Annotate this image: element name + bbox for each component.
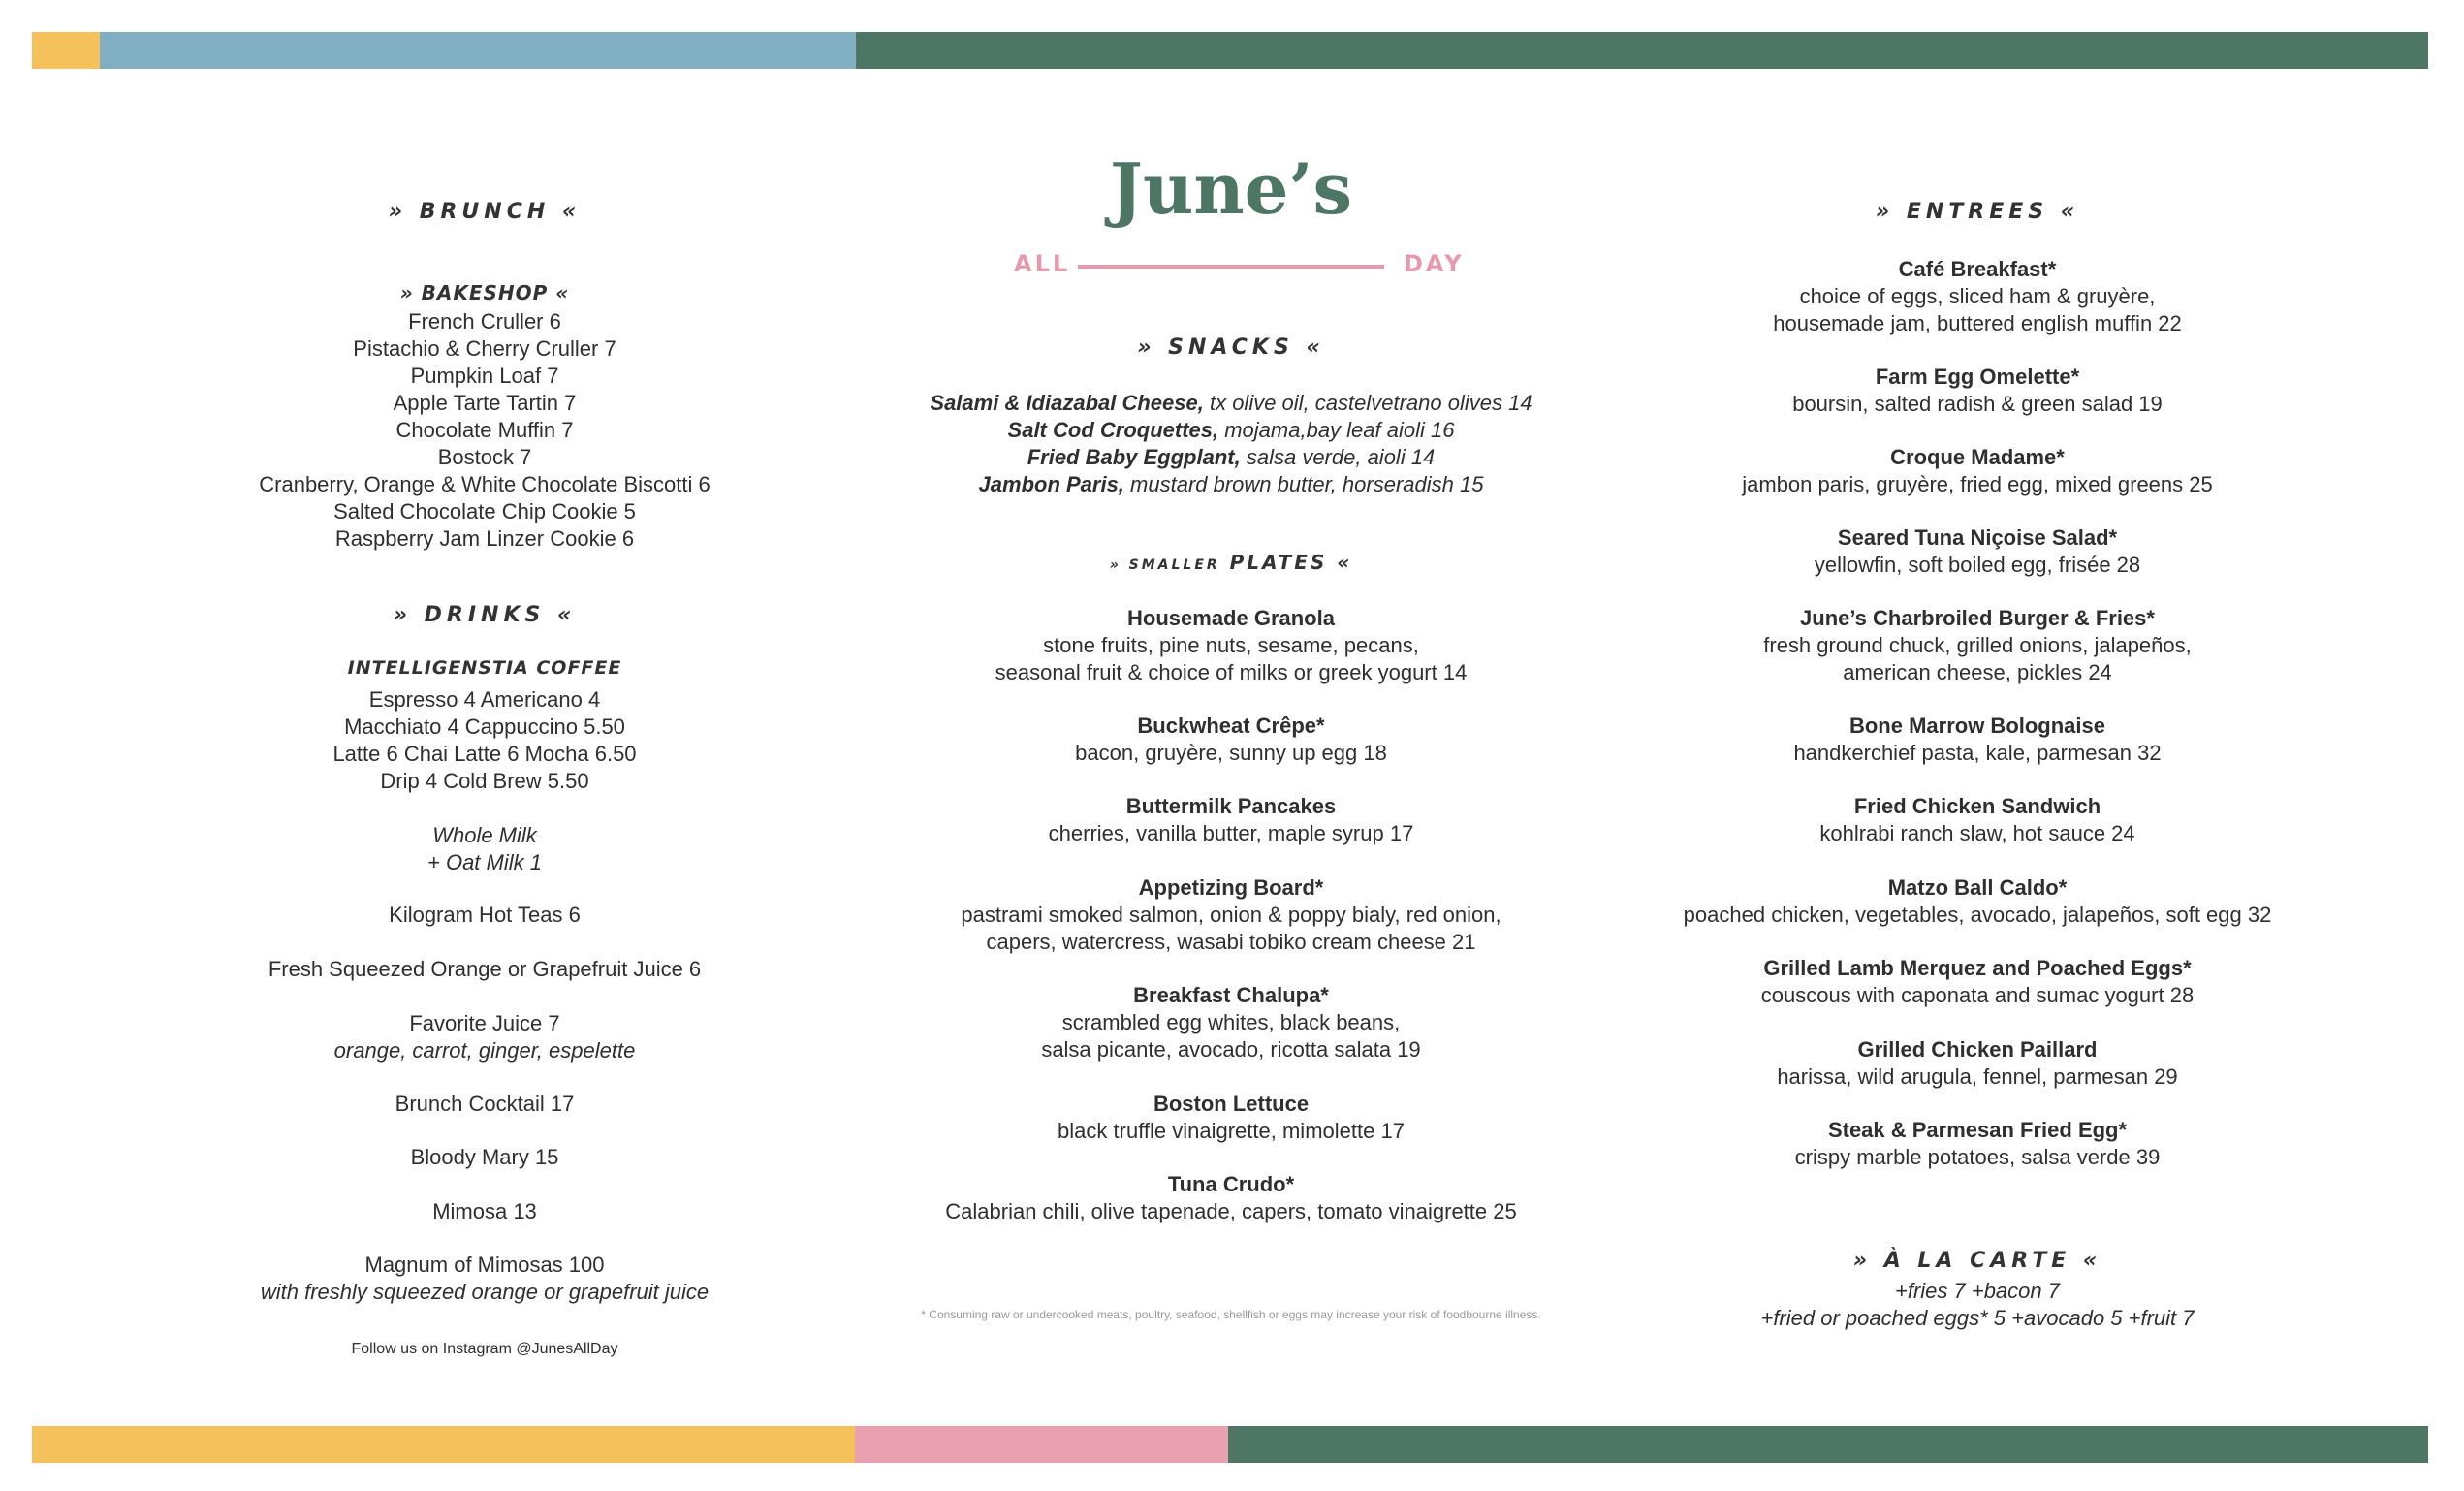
- magnum-item: Magnum of Mimosas 100: [364, 1253, 605, 1277]
- bakeshop-item: Chocolate Muffin 7: [395, 418, 574, 442]
- entree-name: Grilled Lamb Merquez and Poached Eggs*: [1763, 956, 2192, 980]
- plates-heading-main: PLATES «: [1219, 551, 1353, 574]
- entree-desc: handkerchief pasta, kale, parmesan 32: [1793, 741, 2162, 765]
- milk-line: + Oat Milk 1: [427, 850, 542, 874]
- plate-desc: scrambled egg whites, black beans,: [1061, 1010, 1401, 1034]
- bottom-bar-yellow: [32, 1426, 855, 1463]
- teas-item: Kilogram Hot Teas 6: [389, 903, 581, 927]
- entree-name: Croque Madame*: [1890, 445, 2065, 469]
- entrees-heading: » ENTREES «: [1875, 200, 2080, 224]
- snack-item: [843, 471, 1619, 498]
- entree-desc: crispy marble potatoes, salsa verde 39: [1794, 1145, 2161, 1169]
- plate-name: Buttermilk Pancakes: [1125, 794, 1337, 818]
- snacks-heading: » SNACKS «: [1137, 335, 1325, 360]
- snack-item: [843, 444, 1619, 471]
- entree-desc: housemade jam, buttered english muffin 22: [1773, 311, 2182, 335]
- plate-desc: seasonal fruit & choice of milks or greek yogurt 14: [995, 660, 1468, 684]
- bottom-bar-pink: [855, 1426, 1228, 1463]
- snack-name: Salt Cod Croquettes,: [1007, 418, 1219, 442]
- snack-desc: mustard brown butter, horseradish 15: [1123, 472, 1484, 496]
- entree-name: June’s Charbroiled Burger & Fries*: [1800, 606, 2155, 630]
- plate-name: Appetizing Board*: [1138, 875, 1324, 900]
- entree-name: Grilled Chicken Paillard: [1857, 1037, 2098, 1062]
- snack-desc: salsa verde, aioli 14: [1240, 445, 1436, 469]
- plate-desc: stone fruits, pine nuts, sesame, pecans,: [1043, 633, 1419, 657]
- bakeshop-item: Cranberry, Orange & White Chocolate Biscotti 6: [259, 472, 711, 496]
- entree-name: Matzo Ball Caldo*: [1887, 875, 2068, 900]
- entree-name: Seared Tuna Niçoise Salad*: [1837, 525, 2118, 550]
- snack-desc: mojama,bay leaf aioli 16: [1218, 418, 1455, 442]
- snack-desc: tx olive oil, castelvetrano olives 14: [1203, 391, 1532, 415]
- logo-day: DAY: [1404, 250, 1465, 277]
- entree-desc: yellowfin, soft boiled egg, frisée 28: [1814, 553, 2141, 577]
- plate-desc: salsa picante, avocado, ricotta salata 19: [1041, 1037, 1421, 1062]
- bakeshop-item: Apple Tarte Tartin 7: [393, 391, 577, 415]
- plate-desc: capers, watercress, wasabi tobiko cream cheese 21: [986, 930, 1476, 954]
- plate-desc: Calabrian chili, olive tapenade, capers, tomato vinaigrette 25: [945, 1199, 1517, 1223]
- left-column: [194, 0, 775, 1415]
- entree-desc: harissa, wild arugula, fennel, parmesan 29: [1777, 1064, 2178, 1089]
- plates-heading-prefix: » SMALLER: [1109, 557, 1220, 573]
- entree-desc: american cheese, pickles 24: [1843, 660, 2112, 684]
- bakeshop-item: Salted Chocolate Chip Cookie 5: [333, 499, 636, 523]
- coffee-line: Latte 6 Chai Latte 6 Mocha 6.50: [332, 742, 637, 766]
- bakeshop-item: Raspberry Jam Linzer Cookie 6: [334, 526, 635, 551]
- bakeshop-heading: » BAKESHOP «: [399, 281, 570, 304]
- snack-name: Salami & Idiazabal Cheese,: [930, 391, 1204, 415]
- top-bar-yellow: [32, 32, 100, 69]
- entree-desc: choice of eggs, sliced ham & gruyère,: [1799, 284, 2156, 308]
- drinks-heading: » DRINKS «: [393, 603, 577, 627]
- magnum-desc: with freshly squeezed orange or grapefruit juice: [260, 1280, 710, 1304]
- favorite-juice-desc: orange, carrot, ginger, espelette: [333, 1038, 636, 1063]
- brunch-heading: » BRUNCH «: [388, 200, 582, 224]
- juice-item: Fresh Squeezed Orange or Grapefruit Juice 6: [268, 957, 702, 981]
- entree-name: Bone Marrow Bolognaise: [1848, 714, 2106, 738]
- entree-name: Steak & Parmesan Fried Egg*: [1827, 1118, 2128, 1142]
- coffee-line: Macchiato 4 Cappuccino 5.50: [344, 714, 625, 739]
- entree-desc: poached chicken, vegetables, avocado, jalapeños, soft egg 32: [1683, 903, 2272, 927]
- bakeshop-item: Pistachio & Cherry Cruller 7: [353, 336, 616, 361]
- coffee-line: Drip 4 Cold Brew 5.50: [380, 769, 589, 793]
- entree-desc: boursin, salted radish & green salad 19: [1792, 392, 2163, 416]
- plate-name: Breakfast Chalupa*: [1133, 983, 1329, 1007]
- snack-name: Jambon Paris,: [978, 472, 1124, 496]
- snack-item: [843, 390, 1619, 417]
- snack-item: [843, 417, 1619, 444]
- disclaimer: * Consuming raw or undercooked meats, poultry, seafood, shellfish or eggs may increase your risk of foodbourne illness.: [921, 1308, 1541, 1321]
- mimosa-item: Mimosa 13: [432, 1199, 537, 1223]
- entree-desc: fresh ground chuck, grilled onions, jalapeños,: [1763, 633, 2192, 657]
- plate-desc: cherries, vanilla butter, maple syrup 17: [1048, 821, 1414, 845]
- alacarte-line: +fries 7 +bacon 7: [1894, 1279, 2060, 1303]
- plate-name: Boston Lettuce: [1153, 1092, 1310, 1116]
- logo: June’s: [1109, 147, 1353, 230]
- snack-name: Fried Baby Eggplant,: [1027, 445, 1241, 469]
- plate-desc: black truffle vinaigrette, mimolette 17: [1058, 1119, 1405, 1143]
- bloody-mary-item: Bloody Mary 15: [410, 1145, 559, 1169]
- plate-name: Housemade Granola: [1127, 606, 1335, 630]
- bakeshop-item: Pumpkin Loaf 7: [410, 364, 559, 388]
- entree-desc: couscous with caponata and sumac yogurt 28: [1760, 983, 2195, 1007]
- plate-name: Tuna Crudo*: [1167, 1172, 1295, 1196]
- logo-all: ALL: [1014, 250, 1071, 277]
- plate-desc: pastrami smoked salmon, onion & poppy bialy, red onion,: [961, 903, 1501, 927]
- coffee-heading: INTELLIGENSTIA COFFEE: [347, 657, 622, 679]
- plate-desc: bacon, gruyère, sunny up egg 18: [1075, 741, 1387, 765]
- plates-heading: [843, 551, 1619, 574]
- entree-desc: jambon paris, gruyère, fried egg, mixed greens 25: [1742, 472, 2213, 496]
- alacarte-line: +fried or poached eggs* 5 +avocado 5 +fruit 7: [1760, 1306, 2195, 1330]
- alacarte-heading: » À LA CARTE «: [1852, 1249, 2102, 1273]
- plate-name: Buckwheat Crêpe*: [1137, 714, 1325, 738]
- entree-name: Café Breakfast*: [1898, 257, 2057, 281]
- entree-name: Farm Egg Omelette*: [1875, 365, 2080, 389]
- bottom-bar-green: [1228, 1426, 2428, 1463]
- brunch-cocktail-item: Brunch Cocktail 17: [395, 1092, 575, 1116]
- favorite-juice-item: Favorite Juice 7: [409, 1011, 560, 1035]
- middle-column: [843, 0, 1619, 1415]
- milk-line: Whole Milk: [432, 823, 537, 847]
- bakeshop-item: French Cruller 6: [408, 309, 561, 333]
- entree-desc: kohlrabi ranch slaw, hot sauce 24: [1819, 821, 2135, 845]
- entree-name: Fried Chicken Sandwich: [1853, 794, 2101, 818]
- instagram-link[interactable]: Follow us on Instagram @JunesAllDay: [351, 1341, 618, 1357]
- right-column: [1590, 0, 2365, 1415]
- coffee-line: Espresso 4 Americano 4: [368, 687, 601, 712]
- bakeshop-item: Bostock 7: [437, 445, 532, 469]
